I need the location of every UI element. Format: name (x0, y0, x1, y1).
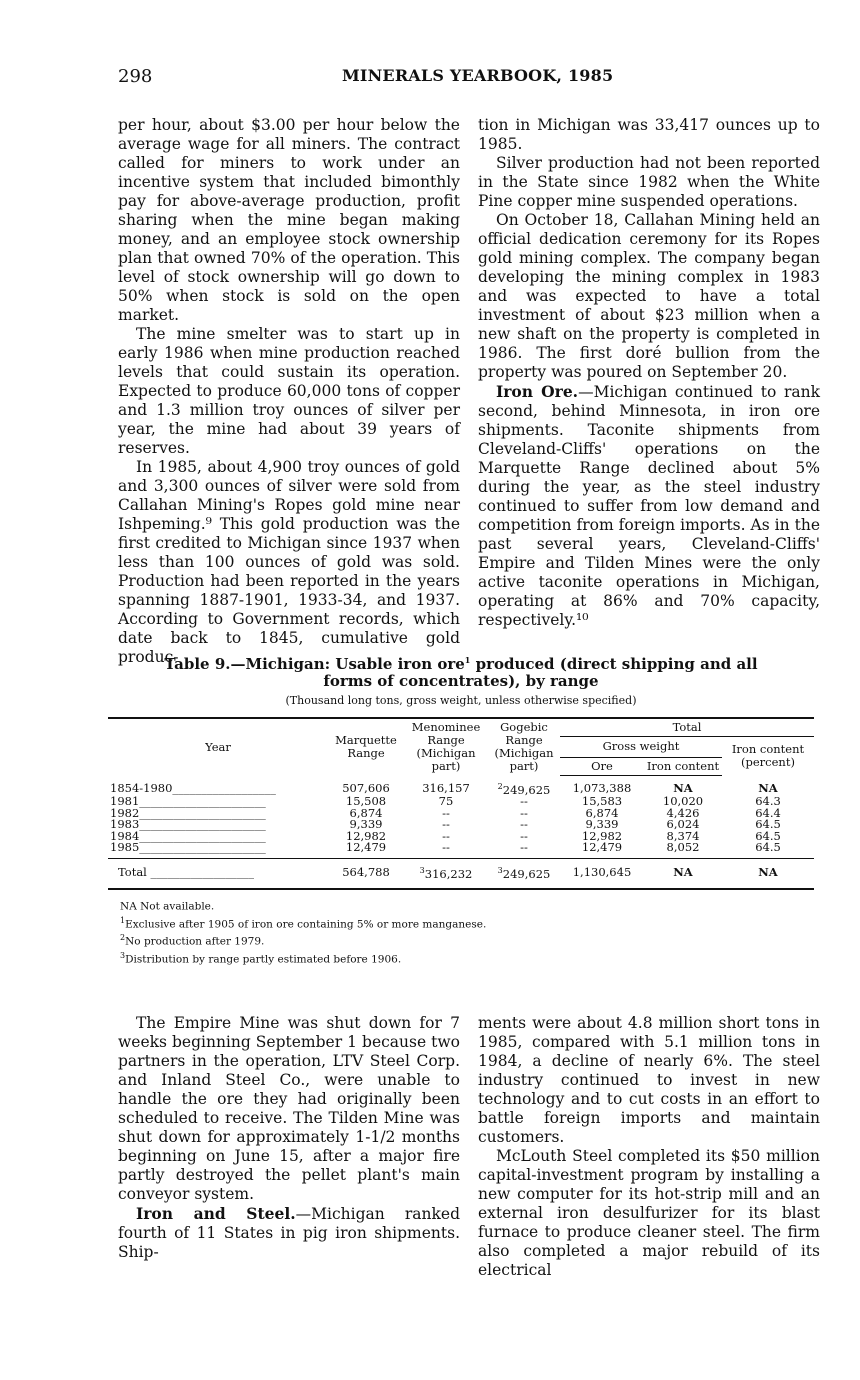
cell-iron-content: NA (644, 858, 722, 889)
header-iron-content-percent: Iron content (percent) (731, 742, 805, 769)
iron-ore-paragraph (478, 382, 820, 630)
table-title-part: produced (direct shipping and all forms of concentrates), by range (323, 655, 758, 690)
cell-marquette: 564,788 (328, 858, 404, 889)
cell-menominee: 75 (438, 794, 454, 809)
table-9 (108, 652, 814, 966)
cell-marquette: 15,508 (345, 794, 387, 809)
cell-marquette: 12,982 (345, 828, 387, 843)
footnote: $^1$Exclusive after 1905 of iron ore containing 5% or more manganese. (120, 915, 487, 931)
paragraph: Silver production had not been reported in the State since 1982 when the White Pine copper mine suspended operations. (478, 154, 820, 210)
running-head (118, 66, 810, 90)
cell-year: 1984______________________ (110, 828, 266, 843)
header-marquette: Marquette Range (328, 718, 404, 775)
paragraph: In 1985, about 4,900 troy ounces of gold and 3,300 ounces of silver were sold from Callahan Mining's Ropes gold mine near Ishpeming.⁹ This gold production was the first credited to Michigan since 1937 when less than 100 ounces of gold was sold. Production had been reported in the years spanning 1887-1901, 1933-34, and 1937. According to Government records, which date back to 1845, cumulative gold produc- (118, 458, 460, 666)
left-column-bottom (118, 1014, 460, 1280)
table-title-footnote-mark: 1 (464, 655, 471, 665)
cell-ore: 9,339 (585, 817, 619, 832)
table-title-part: Table 9.—Michigan: Usable iron ore (164, 655, 465, 673)
cell-gogebic: -- (520, 828, 528, 843)
cell-iron-percent: 64.5 (755, 840, 781, 855)
cell-year: 1981______________________ (110, 794, 266, 809)
cell-menominee: -- (442, 817, 450, 832)
left-column-top (118, 116, 460, 667)
cell-iron-percent: 64.5 (755, 817, 781, 832)
cell-gogebic: -- (520, 840, 528, 855)
cell-menominee: $^3$316,232 (404, 858, 488, 889)
iron-steel-text: —Michigan ranked fourth of 11 States in pig iron shipments. Ship- (118, 1205, 460, 1261)
footnote: $^3$Distribution by range partly estimated before 1906. (120, 950, 402, 966)
table-total-row (108, 858, 814, 889)
cell-year: 1983______________________ (110, 817, 266, 832)
cell-gogebic: -- (520, 794, 528, 809)
cell-iron-content: 6,024 (666, 817, 700, 832)
page-number: 298 (118, 66, 153, 87)
cell-gogebic: $^3$249,625 (488, 858, 560, 889)
paragraph: On October 18, Callahan Mining held an official dedication ceremony for its Ropes gold mining complex. The company began developing the mining complex in 1983 and was expected to have a total investment of about $23 million when a new shaft on the property is completed in 1986. The first doré bullion from the property was poured on September 20. (478, 211, 820, 381)
bottom-text-columns (118, 1014, 820, 1280)
paragraph: The Empire Mine was shut down for 7 weeks beginning September 1 because two partners in the operation, LTV Steel Corp. and Inland Steel Co., were unable to handle the ore they had originally been scheduled to receive. The Tilden Mine was shut down for approximately 1-1/2 months beginning on June 15, after a major fire partly destroyed the pellet plant's main conveyor system. (118, 1014, 460, 1203)
cell-menominee: -- (442, 805, 450, 820)
paragraph: ments were about 4.8 million short tons in 1985, compared with 5.1 million tons in 1984, a decline of nearly 6%. The steel industry continued to invest in new technology and to cut costs in an effort to battle foreign imports and maintain customers. (478, 1014, 820, 1146)
cell-year: 1854-1980__________________ (110, 780, 276, 795)
paragraph: tion in Michigan was 33,417 ounces up to 1985. (478, 116, 820, 153)
cell-iron-content: 8,374 (666, 828, 700, 843)
cell-marquette: 9,339 (349, 817, 383, 832)
header-ore: Ore (560, 757, 644, 775)
cell-ore: 12,479 (581, 840, 623, 855)
cell-menominee: -- (442, 828, 450, 843)
cell-iron-content: 4,426 (666, 805, 700, 820)
cell-iron-percent: 64.3 (755, 794, 781, 809)
cell-gogebic: $^2$249,625 (497, 782, 551, 797)
cell-marquette: 6,874 (349, 805, 383, 820)
header-gogebic: Gogebic Range (Michigan part) (488, 718, 560, 775)
right-column-bottom (478, 1014, 820, 1280)
cell-year: 1985______________________ (110, 840, 266, 855)
right-column-top (478, 116, 820, 667)
header-iron-content: Iron content (644, 757, 722, 775)
cell-menominee: 316,157 (422, 780, 470, 795)
cell-ore: 12,982 (581, 828, 623, 843)
footnote: NA Not available. (120, 900, 215, 913)
cell-iron-percent: 64.5 (755, 828, 781, 843)
paragraph: McLouth Steel completed its $50 million capital-investment program by installing a new computer for its hot-strip mill and an external iron desulfurizer for its blast furnace to produce cleaner steel. The firm also completed a major rebuild of its electrical (478, 1147, 820, 1279)
table-subtitle: (Thousand long tons, gross weight, unless otherwise specified) (285, 694, 637, 707)
cell-menominee: -- (442, 840, 450, 855)
cell-marquette: 507,606 (342, 780, 390, 795)
cell-iron-content: 8,052 (666, 840, 700, 855)
header-total: Total (560, 718, 814, 737)
cell-ore: 6,874 (585, 805, 619, 820)
cell-marquette: 12,479 (345, 840, 387, 855)
header-menominee: Menominee Range (Michigan part) (404, 718, 488, 775)
cell-gogebic: -- (520, 805, 528, 820)
iron-steel-heading: Iron and Steel. (136, 1204, 296, 1223)
table-row (108, 842, 814, 858)
table-row (108, 775, 814, 796)
cell-gogebic: -- (520, 817, 528, 832)
iron-steel-paragraph (118, 1204, 460, 1262)
cell-iron-percent: 64.4 (755, 805, 781, 820)
header-title: MINERALS YEARBOOK, 1985 (342, 66, 614, 85)
cell-ore: 1,130,645 (560, 858, 644, 889)
paragraph: The mine smelter was to start up in early 1986 when mine production reached levels that could sustain its operation. Expected to produce 60,000 tons of copper and 1.3 million troy ounces of silver per year, the mine had about 39 years of reserves. (118, 325, 460, 457)
cell-ore: 15,583 (581, 794, 623, 809)
cell-iron-content: NA (673, 781, 693, 796)
iron-ore-heading: Iron Ore. (496, 382, 579, 401)
header-year: Year (108, 718, 328, 775)
cell-iron-percent: NA (758, 780, 778, 795)
iron-ore-table (108, 717, 814, 890)
table-footnotes (108, 896, 814, 966)
paragraph: per hour, about $3.00 per hour below the average wage for all miners. The contract called for miners to work under an incentive system that included bimonthly pay for above-average production, profit sharing when the mine began making money, and an employee stock ownership plan that owned 70% of the operation. This level of stock ownership will go down to 50% when stock is sold on the open market. (118, 116, 460, 324)
cell-ore: 1,073,388 (572, 781, 632, 796)
header-gross-weight: Gross weight (560, 737, 722, 758)
cell-iron-percent: NA (722, 858, 814, 889)
cell-year: 1982______________________ (110, 805, 266, 820)
top-text-columns (118, 116, 820, 667)
cell-iron-content: 10,020 (662, 794, 704, 809)
footnote: $^2$No production after 1979. (120, 933, 265, 948)
table-title (108, 652, 814, 690)
cell-total-label: Total __________________ (108, 858, 328, 889)
iron-ore-text: —Michigan continued to rank second, behind Minnesota, in iron ore shipments. Taconite shipments from Cleveland-Cliffs' operations on the Marquette Range declined about 5% during the year, as the steel industry continued to suffer from low demand and competition from foreign imports. As in the past several years, Cleveland-Cliffs' Empire and Tilden Mines were the only active taconite operations in Michigan, operating at 86% and 70% capacity, respectively.¹⁰ (478, 383, 820, 629)
